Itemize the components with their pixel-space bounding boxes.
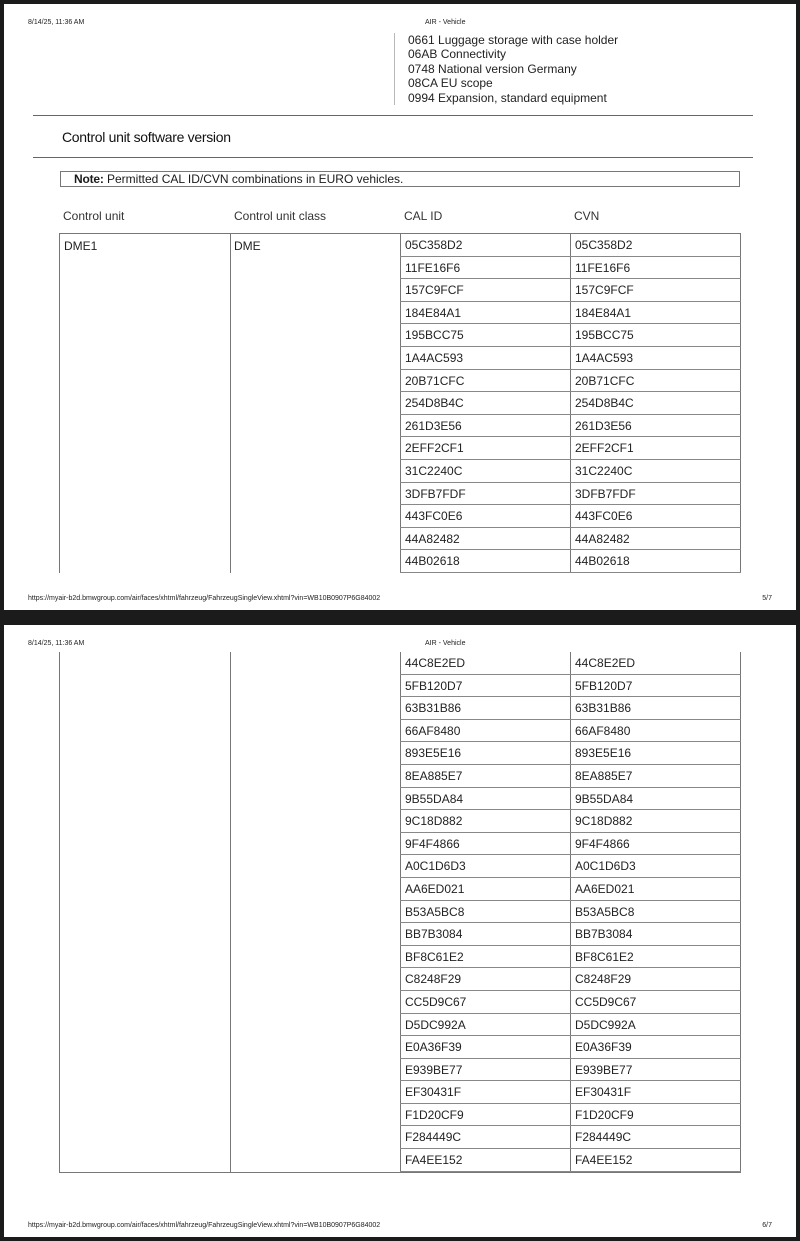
cal-id-cell: CC5D9C67 [405,994,467,1009]
cvn-cell: E0A36F39 [575,1040,632,1055]
table-row [400,968,741,991]
table-row [400,991,741,1014]
cal-id-cell: 9F4F4866 [405,836,460,851]
cal-id-cell: 11FE16F6 [405,260,461,275]
cvn-cell: 20B71CFC [575,373,635,388]
cvn-cell: F1D20CF9 [575,1107,634,1122]
table-row [400,855,741,878]
cvn-cell: 9B55DA84 [575,791,634,806]
control-unit-cell: DME1 [64,239,98,253]
table-row [400,1014,741,1037]
table-row [400,324,741,347]
option-item: 0994 Expansion, standard equipment [408,90,607,105]
cal-id-cell: 8EA885E7 [405,768,463,783]
table-row [400,505,741,528]
option-item: 06AB Connectivity [408,47,507,62]
table-row [400,1059,741,1082]
cvn-cell: C8248F29 [575,972,632,987]
page-number: 5/7 [762,595,772,602]
cvn-cell: 11FE16F6 [575,260,631,275]
cvn-cell: EF30431F [575,1085,632,1100]
cvn-cell: F284449C [575,1130,632,1145]
column-header-control-unit-class: Control unit class [234,209,327,223]
software-version-table-continued [59,652,741,1173]
table-row [400,550,741,573]
column-header-cvn: CVN [574,209,600,223]
column-header-control-unit: Control unit [63,209,125,223]
cal-id-cell: 9B55DA84 [405,791,464,806]
table-row [400,720,741,743]
cal-cvn-rows [400,234,741,573]
cal-id-cell: C8248F29 [405,972,462,987]
cal-id-cell: 1A4AC593 [405,350,464,365]
software-version-table [59,233,741,573]
cvn-cell: CC5D9C67 [575,994,637,1009]
cal-id-cell: 9C18D882 [405,814,463,829]
cal-id-cell: 184E84A1 [405,305,462,320]
cal-id-cell: BF8C61E2 [405,949,464,964]
section-title: Control unit software version [62,129,231,145]
table-row [400,302,741,325]
table-row [400,347,741,370]
table-row [400,697,741,720]
column-header-cal-id: CAL ID [404,209,443,223]
cvn-cell: 1A4AC593 [575,350,634,365]
cal-id-cell: 44B02618 [405,554,460,569]
table-row [400,392,741,415]
cvn-cell: BB7B3084 [575,927,633,942]
table-row [400,1081,741,1104]
divider [33,115,753,116]
cvn-cell: 9C18D882 [575,814,633,829]
cvn-cell: 44B02618 [575,554,630,569]
column-divider [230,234,231,573]
cvn-cell: AA6ED021 [575,881,635,896]
cal-id-cell: A0C1D6D3 [405,859,466,874]
cvn-cell: E939BE77 [575,1062,633,1077]
cal-id-cell: BB7B3084 [405,927,463,942]
cvn-cell: 254D8B4C [575,396,634,411]
table-row [400,370,741,393]
table-row [400,1036,741,1059]
cvn-cell: 44A82482 [575,531,630,546]
table-row [400,483,741,506]
table-row [400,901,741,924]
cal-id-cell: E939BE77 [405,1062,463,1077]
cvn-cell: 443FC0E6 [575,509,633,524]
table-row [400,946,741,969]
cvn-cell: 66AF8480 [575,723,631,738]
cvn-cell: 184E84A1 [575,305,632,320]
table-row [400,1149,741,1172]
table-row [400,234,741,257]
cvn-cell: FA4EE152 [575,1153,633,1168]
cal-id-cell: B53A5BC8 [405,904,465,919]
cal-id-cell: 5FB120D7 [405,678,463,693]
cvn-cell: 9F4F4866 [575,836,630,851]
table-row [400,279,741,302]
equipment-options-list [394,33,694,105]
option-item: 0661 Luggage storage with case holder [408,33,619,47]
table-row [400,742,741,765]
table-row [400,765,741,788]
cal-id-cell: F1D20CF9 [405,1107,464,1122]
cvn-cell: 8EA885E7 [575,768,633,783]
cal-id-cell: 157C9FCF [405,283,464,298]
table-row [400,833,741,856]
cvn-cell: 05C358D2 [575,238,633,252]
cal-id-cell: 44A82482 [405,531,460,546]
document-page-6 [4,625,796,1237]
cvn-cell: 2EFF2CF1 [575,441,634,456]
print-date: 8/14/25, 11:36 AM [28,640,85,647]
table-row [400,415,741,438]
cvn-cell: 157C9FCF [575,283,634,298]
cvn-cell: BF8C61E2 [575,949,634,964]
cvn-cell: 3DFB7FDF [575,486,636,501]
table-row [400,1104,741,1127]
table-row [400,257,741,280]
print-title: AIR - Vehicle [425,19,466,26]
option-item: 08CA EU scope [408,76,493,91]
note-box [60,171,740,187]
cal-id-cell: 2EFF2CF1 [405,441,464,456]
cvn-cell: D5DC992A [575,1017,636,1032]
control-unit-class-cell: DME [234,239,261,253]
divider [33,157,753,158]
cal-id-cell: 31C2240C [405,463,463,478]
cal-id-cell: AA6ED021 [405,881,465,896]
cvn-cell: 261D3E56 [575,418,632,433]
print-date: 8/14/25, 11:36 AM [28,19,85,26]
cvn-cell: 44C8E2ED [575,656,636,670]
cvn-cell: B53A5BC8 [575,904,635,919]
cal-id-cell: 20B71CFC [405,373,465,388]
column-divider [230,652,231,1172]
footer-url: https://myair-b2d.bmwgroup.com/air/faces/xhtml/fahrzeug/FahrzeugSingleView.xhtml?vin=WB10B0907P6G84002 [28,1222,381,1229]
cal-id-cell: 44C8E2ED [405,656,466,670]
print-title: AIR - Vehicle [425,640,466,647]
table-row [400,460,741,483]
table-row [400,810,741,833]
cal-id-cell: 443FC0E6 [405,509,463,524]
cal-id-cell: EF30431F [405,1085,462,1100]
cvn-cell: 195BCC75 [575,328,634,343]
table-row [400,788,741,811]
note-text: Permitted CAL ID/CVN combinations in EURO vehicles. [103,172,404,186]
cal-id-cell: 05C358D2 [405,238,463,252]
cal-id-cell: 3DFB7FDF [405,486,466,501]
cvn-cell: A0C1D6D3 [575,859,636,874]
cvn-cell: 63B31B86 [575,701,632,716]
table-row [400,878,741,901]
table-row [400,528,741,551]
table-row [400,923,741,946]
note-label: Note: [74,172,104,186]
footer-url: https://myair-b2d.bmwgroup.com/air/faces/xhtml/fahrzeug/FahrzeugSingleView.xhtml?vin=WB10B0907P6G84002 [28,595,381,602]
table-row [400,437,741,460]
cal-id-cell: 261D3E56 [405,418,462,433]
table-row [400,675,741,698]
page-number: 6/7 [762,1222,772,1229]
cvn-cell: 31C2240C [575,463,633,478]
cal-id-cell: E0A36F39 [405,1040,462,1055]
cal-id-cell: 195BCC75 [405,328,464,343]
cal-id-cell: D5DC992A [405,1017,466,1032]
cal-id-cell: 254D8B4C [405,396,464,411]
cal-id-cell: 893E5E16 [405,746,462,761]
table-row [400,1126,741,1149]
cal-id-cell: 66AF8480 [405,723,461,738]
cal-id-cell: 63B31B86 [405,701,462,716]
cal-id-cell: FA4EE152 [405,1153,463,1168]
table-row [400,652,741,675]
cal-id-cell: F284449C [405,1130,462,1145]
cvn-cell: 893E5E16 [575,746,632,761]
document-page-5 [4,4,796,610]
cal-cvn-rows [400,652,741,1172]
cvn-cell: 5FB120D7 [575,678,633,693]
option-item: 0748 National version Germany [408,61,577,76]
